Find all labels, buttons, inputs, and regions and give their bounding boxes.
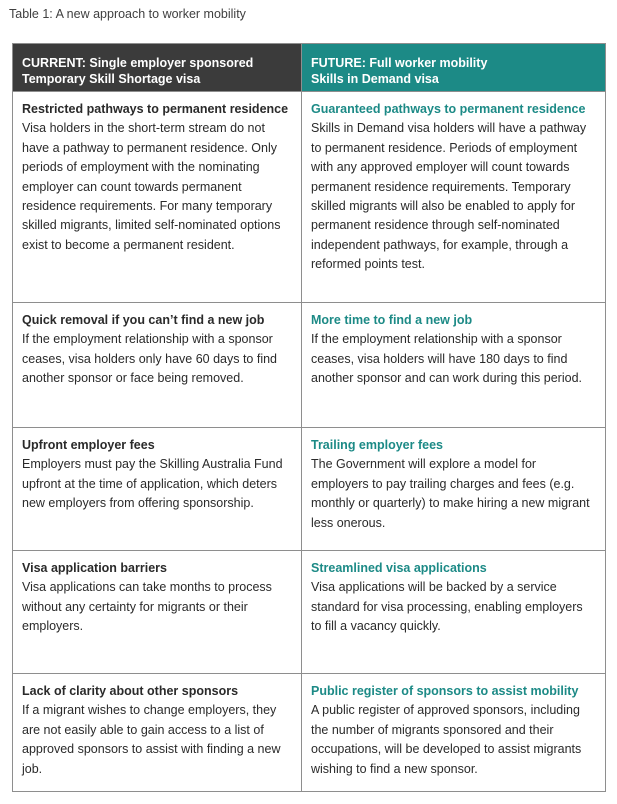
comparison-table	[12, 43, 606, 792]
current-body: Visa holders in the short-term stream do not have a pathway to permanent residence. Only periods of employment with the nominating employer can count towards permanent residence requirements. For many temporary skilled migrants, limited self-nominated options exist to become a permanent resident.	[22, 121, 281, 252]
current-cell-sponsors	[13, 673, 302, 791]
current-body: Employers must pay the Skilling Australia Fund upfront at the time of application, which deters new employers from offering sponsorship.	[22, 457, 283, 511]
future-body: Visa applications will be backed by a service standard for visa processing, enabling employers to fill a vacancy quickly.	[311, 580, 583, 634]
header-current-line1: CURRENT: Single employer sponsored	[22, 56, 254, 70]
current-title: Quick removal if you can’t find a new job	[22, 313, 265, 327]
current-cell-pathways	[13, 91, 302, 302]
future-body: Skills in Demand visa holders will have a pathway to permanent residence. Periods of employment with any approved employer will count towards permanent residence requirements. Temporary skilled migrants will also be enabled to apply for permanent residence through self-nominated independent pathways, for example, through a reformed points test.	[311, 121, 587, 272]
future-body: If the employment relationship with a sponsor ceases, visa holders will have 180 days to find another sponsor and can work during this period.	[311, 332, 582, 386]
future-title: More time to find a new job	[311, 313, 473, 327]
current-cell-removal	[13, 302, 302, 427]
header-current-line2: Temporary Skill Shortage visa	[22, 71, 201, 86]
future-title: Streamlined visa applications	[311, 561, 487, 575]
current-cell-applications	[13, 550, 302, 673]
future-body: A public register of approved sponsors, including the number of migrants sponsored and their occupations, will be developed to assist migrants wishing to find a new sponsor.	[311, 703, 582, 776]
future-title: Guaranteed pathways to permanent residence	[311, 102, 586, 116]
future-body: The Government will explore a model for employers to pay trailing charges and fees (e.g. monthly or quarterly) to make hiring a new migrant less onerous.	[311, 457, 590, 530]
header-current	[13, 44, 302, 91]
future-title: Public register of sponsors to assist mobility	[311, 684, 579, 698]
current-title: Lack of clarity about other sponsors	[22, 684, 239, 698]
future-cell-pathways	[302, 91, 605, 302]
future-title: Trailing employer fees	[311, 438, 443, 452]
current-body: Visa applications can take months to process without any certainty for migrants or their employers.	[22, 580, 272, 634]
current-cell-fees	[13, 427, 302, 550]
header-future-line2: Skills in Demand visa	[311, 71, 439, 86]
future-cell-fees	[302, 427, 605, 550]
table-caption: Table 1: A new approach to worker mobility	[9, 7, 246, 21]
header-future-line1: FUTURE: Full worker mobility	[311, 56, 488, 70]
current-title: Upfront employer fees	[22, 438, 155, 452]
current-title: Restricted pathways to permanent residence	[22, 102, 289, 116]
future-cell-sponsors	[302, 673, 605, 791]
current-body: If the employment relationship with a sponsor ceases, visa holders only have 60 days to find another sponsor or face being removed.	[22, 332, 278, 386]
header-future	[302, 44, 605, 91]
current-body: If a migrant wishes to change employers, they are not easily able to gain access to a list of approved sponsors to assist with finding a new job.	[22, 703, 281, 776]
future-cell-removal	[302, 302, 605, 427]
current-title: Visa application barriers	[22, 561, 167, 575]
future-cell-applications	[302, 550, 605, 673]
